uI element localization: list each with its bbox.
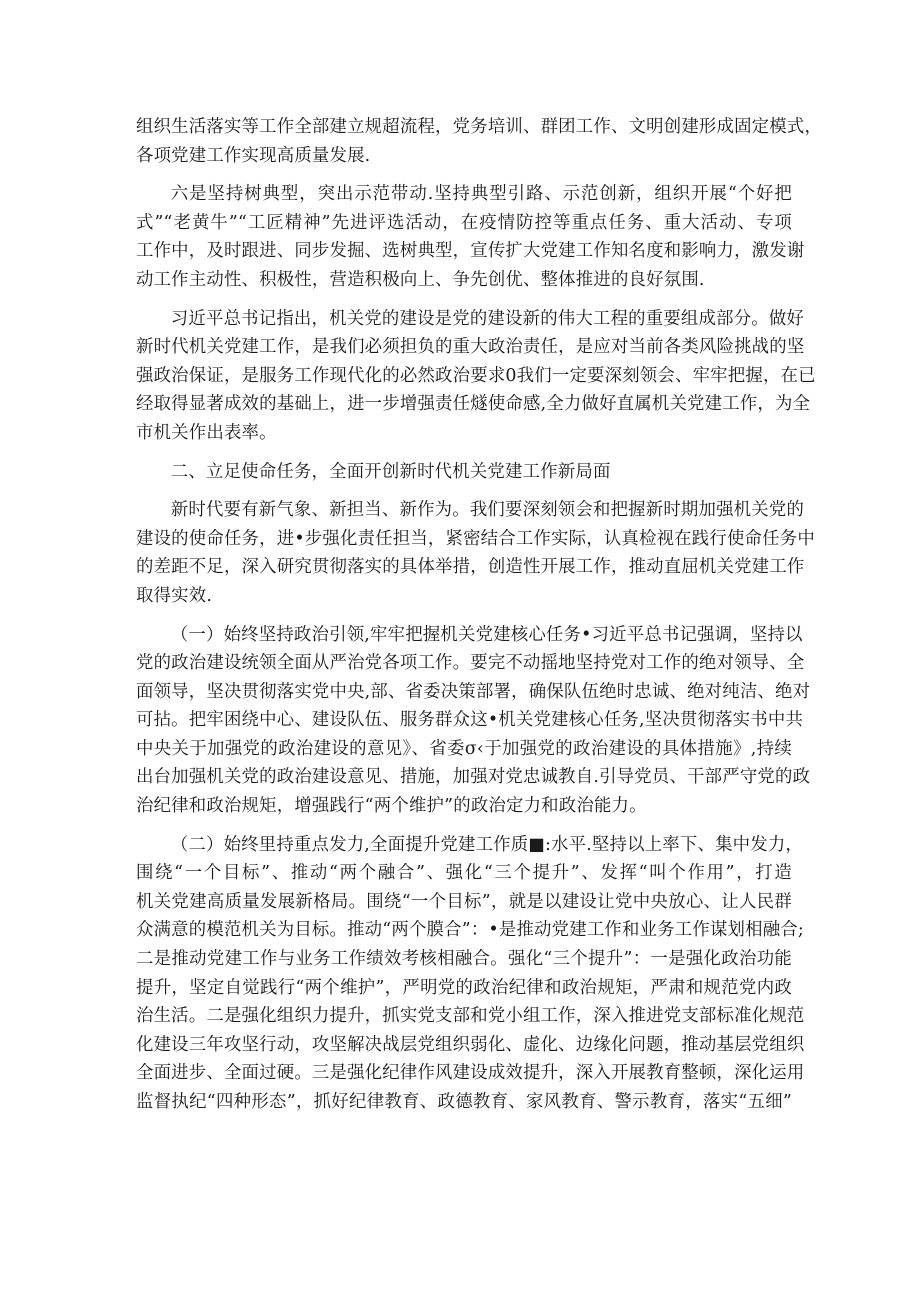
text-line: 围绕“一个目标”、推动“两个融合”、强化“三个提升”、发挥“叫个作用”，打造 [136,863,792,884]
text-line: 二是推动党建工作与业务工作绩效考核相融合。强化“三个提升”：一是强化政治功能 [136,949,792,970]
paragraph-1 [136,113,823,170]
section-heading [136,458,792,487]
text-line: 新时代要有新气象、新担当、新作为。我们要深刻领会和把握新时期加强机关党的 [170,500,805,521]
document-page [136,113,823,1127]
text-line: 众满意的模范机关为目标。推动“两个膜合”：•是推动党建工作和业务工作谋划相融合; [136,920,804,941]
text-line: 全面进步、全面过硬。三是强化纪律作风建设成效提升，深入开展教育整顿，深化运用 [136,1063,805,1084]
text-line: （一）始终坚持政治引领,牢牢把握机关党建核心任务•习近平总书记强调，坚持以 [170,624,803,645]
text-line: 动工作主动性、积极性，营造积极向上、争先创优、整体推进的良好氛围. [136,269,705,290]
text-line: 的差距不足，深入研究贯彻落实的具体举措，创造性开展工作，推动直屈机关党建工作 [136,557,805,578]
text-line: 取得实效. [136,585,213,606]
text-line: 治生活。二是强化组织力提升，抓实党支部和党小组工作，深入推进党支部标准化规范 [136,1006,805,1027]
text-line: 习近平总书记指出，机关党的建设是党的建设新的伟大工程的重要组成部分。做好 [170,308,805,329]
text-line: 监督执纪“四种形态”，抓好纪律教育、政德教育、家风教育、警示教育，落实“五细” [136,1092,792,1112]
text-line: 各项党建工作实现高质量发展. [136,145,371,166]
text-line: 提升，坚定自觉践行“两个维护”，严明党的政治纪律和政治规矩，严肃和规范党内政 [136,977,792,998]
paragraph-5 [136,621,811,821]
text-line: 强政治保证，是服务工作现代化的必然政治要求0我们一定要深刻领会、牢牢把握，在已 [136,365,816,386]
paragraph-4 [136,496,815,610]
text-line: 市机关作出表率。 [136,422,277,443]
text-line: 机关党建高质量发展新格局。围绕“一个目标”，就是以建设让党中央放心、让人民群 [136,891,792,912]
text-line: 治纪律和政治规矩，增强践行“两个维护”的政治定力和政治能力。 [136,796,647,817]
text-line: 工作中，及时跟进、同步发掘、选树典型，宣传扩大党建工作知名度和影响力，激发谢 [136,241,805,262]
text-line: 化建设三年攻坚行动，攻坚解决战层党组织弱化、虚化、边缘化问题，推动基层党组织 [136,1034,805,1055]
paragraph-6 [136,831,805,1117]
text-line: 式”“老黄牛”“工匠精神”先进评选活动，在疫情防控等重点任务、重大活动、专项 [136,212,792,233]
paragraph-2 [136,180,805,294]
text-line: 党的政治建设统领全面从严治党各项工作。要完不动摇地坚持党对工作的绝对领导、全 [136,653,805,674]
text-line: 中央关于加强党的政治建设的意见》、省委σ‹于加强党的政治建设的具体措施》,持续 [136,738,792,759]
text-line: 经取得显著成效的基础上，进一步增强责任燧使命感,全力做好直属机关党建工作，为全 [136,394,811,415]
text-line: 组织生活落实等工作全部建立规超流程，党务培训、群团工作、文明创建形成固定模式， [136,117,823,137]
heading-line: 二、立足使命任务，全面开创新时代机关党建工作新局面 [170,461,611,482]
text-line: 面领导，坚决贯彻落实党中央,部、省委决策部署，确保队伍绝时忠诚、绝对纯洁、绝对 [136,681,811,702]
paragraph-3 [136,305,816,448]
text-line: 新时代机关党建工作，是我们必须担负的重大政治责任，是应对当前各类风险挑战的坚 [136,337,805,358]
text-line: 六是坚持树典型，突出示范带动.坚持典型引路、示范创新，组织开展“个好把 [170,184,792,205]
text-line: 出台加强机关党的政治建设意见、措施，加强对党忠诚教自.引导党员、干部严守党的政 [136,767,811,788]
text-line: 可拈。把牢困绕中心、建设队伍、服务群众这•机关党建核心任务,坚决贯彻落实书中共 [136,710,804,731]
text-line: （二）始终里持重点发力,全面提升党建工作质■:水平.堅持以上率下、集中发力， [170,834,804,855]
text-line: 建设的使命任务，进•步强化责任担当，紧密结合工作实际，认真检视在践行使命任务中 [136,528,815,549]
